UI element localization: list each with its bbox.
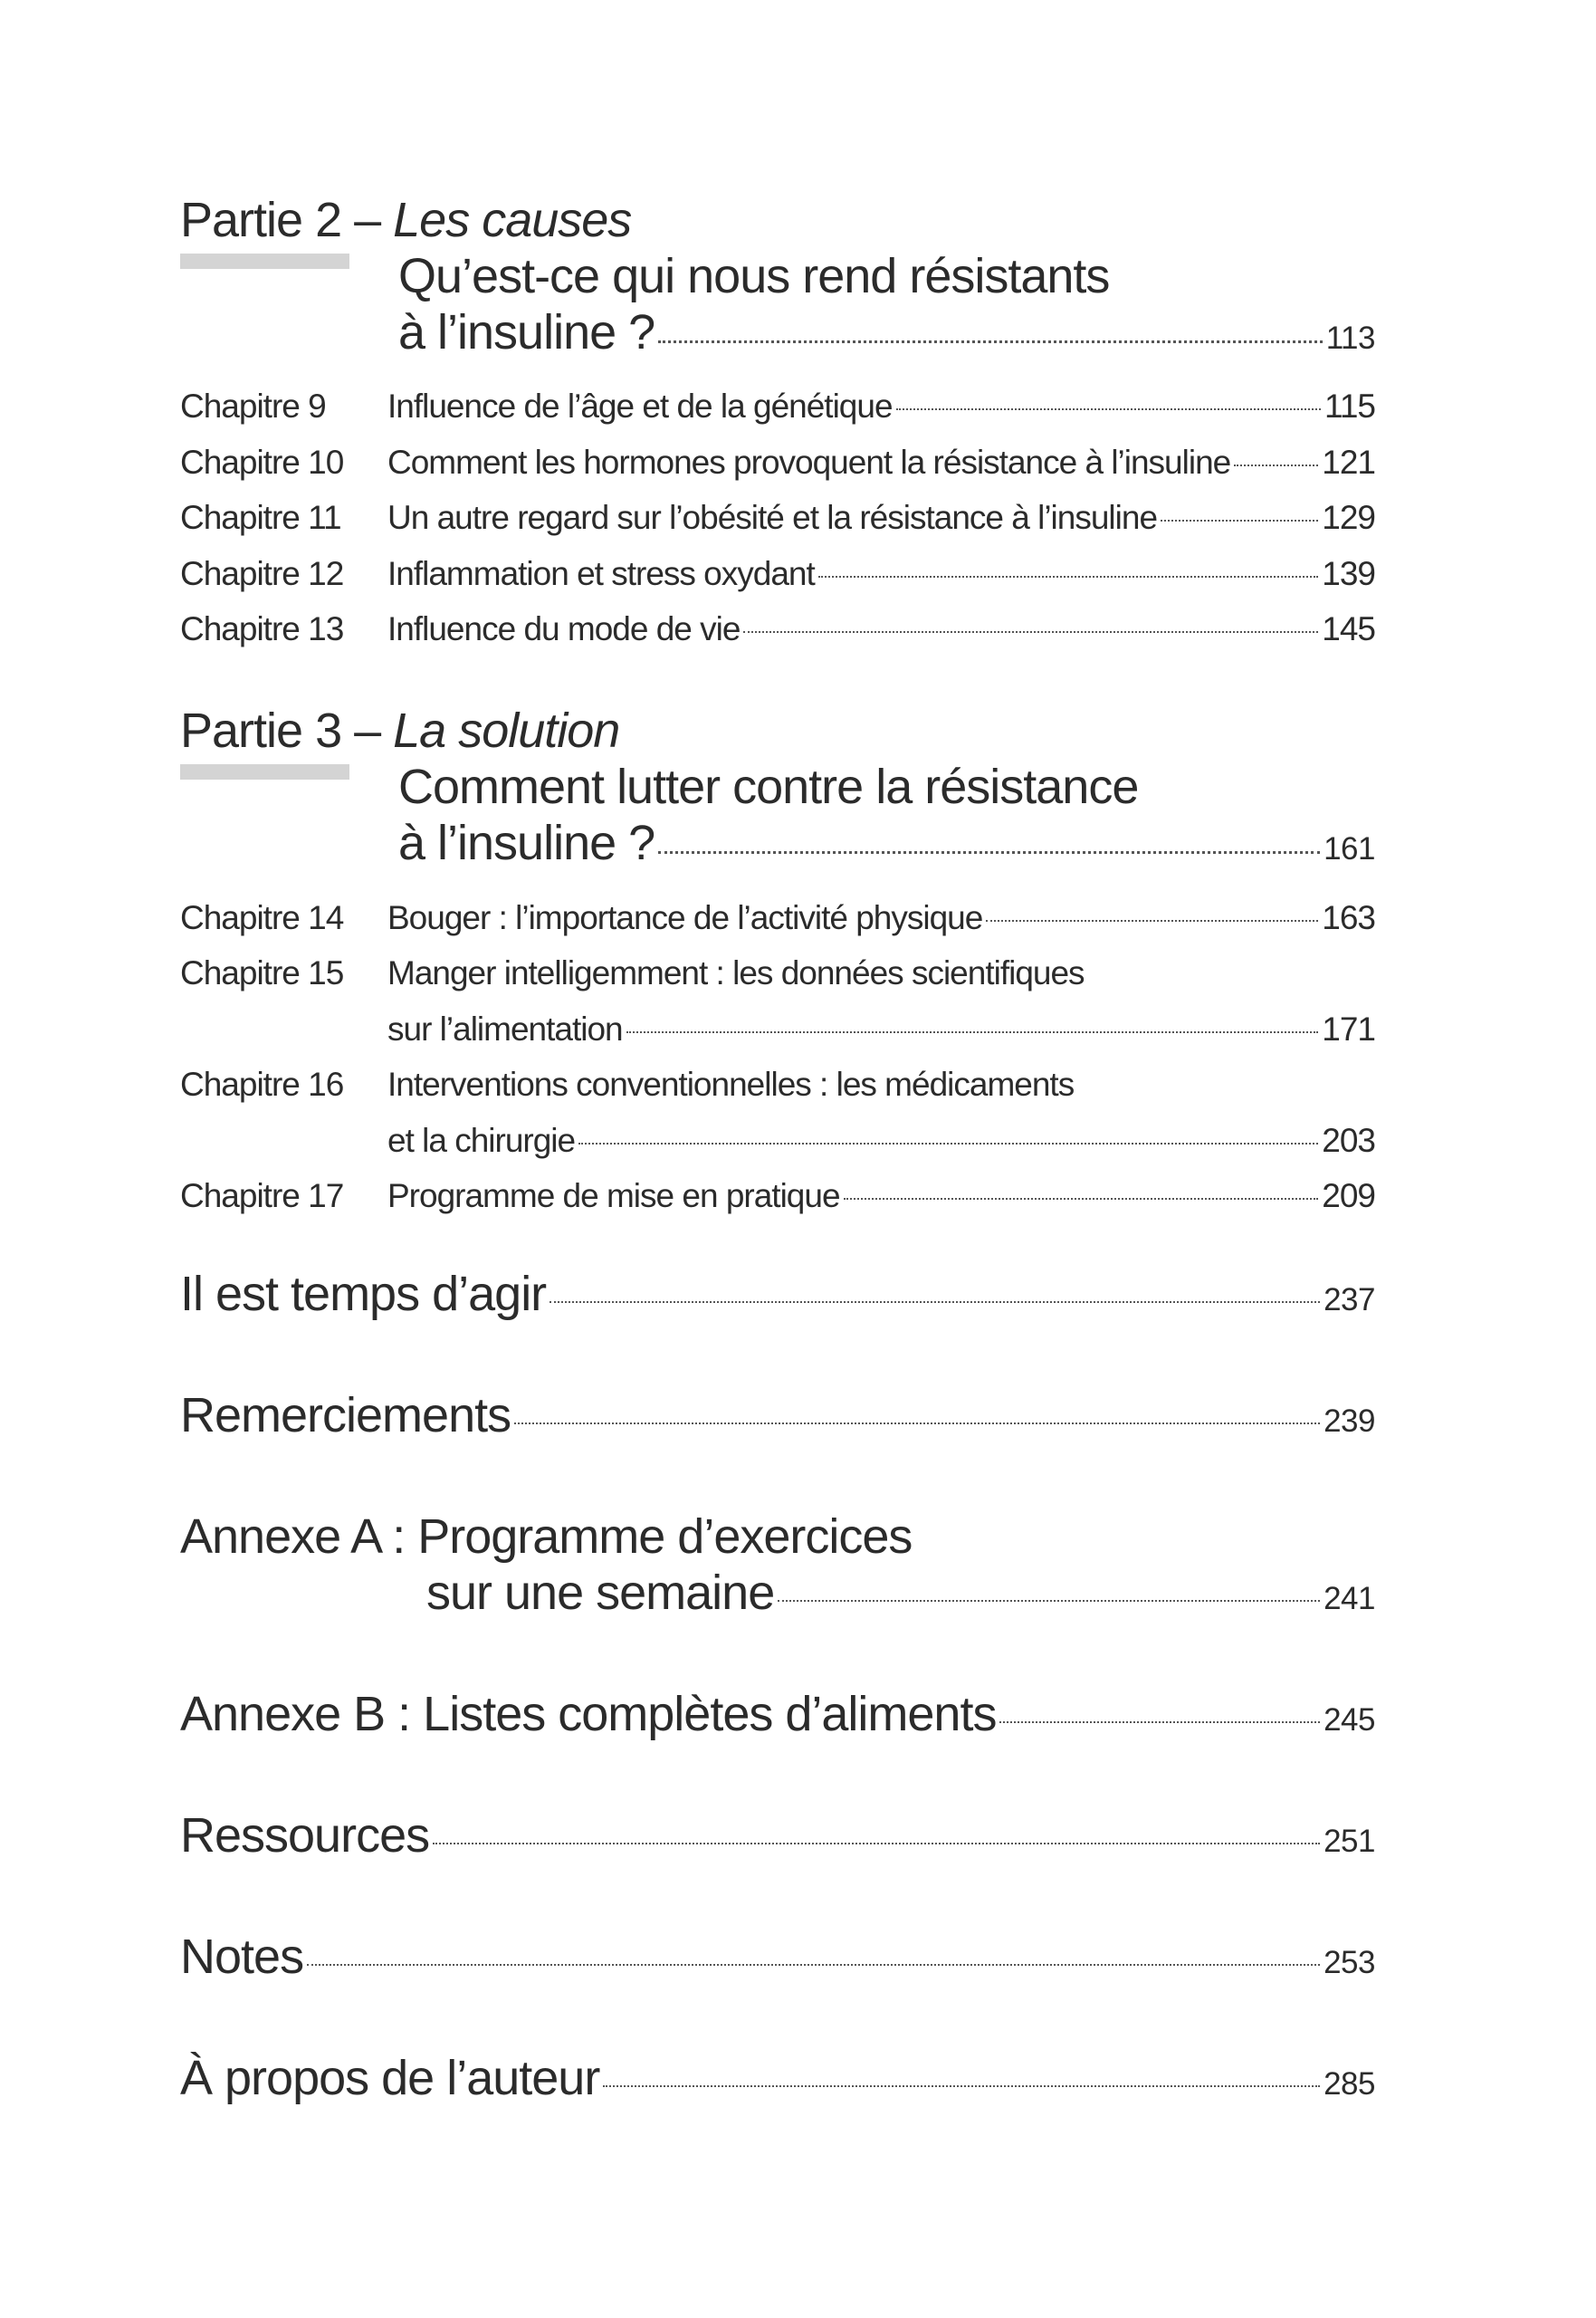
entry-page: 237 bbox=[1324, 1282, 1375, 1317]
toc-entry-chapitre-13[interactable] bbox=[180, 601, 1375, 657]
toc-entry-annexe-a-line2[interactable] bbox=[426, 1565, 1375, 1621]
leader-dots bbox=[603, 2085, 1320, 2087]
part-3-page: 161 bbox=[1324, 831, 1375, 867]
leader-dots bbox=[658, 851, 1320, 854]
toc-entry-a-propos[interactable] bbox=[180, 2050, 1375, 2106]
chapter-label: Chapitre 10 bbox=[180, 444, 344, 481]
part-2-prefix: Partie 2 – bbox=[180, 193, 394, 247]
part-3-title-italic: La solution bbox=[393, 704, 620, 758]
part-3-subtitle-line2: à l’insuline ? bbox=[398, 816, 655, 870]
chapter-label: Chapitre 9 bbox=[180, 388, 326, 425]
entry-page: 253 bbox=[1324, 1945, 1375, 1980]
leader-dots bbox=[550, 1301, 1320, 1303]
chapter-title: Influence de l’âge et de la génétique bbox=[387, 388, 893, 425]
entry-title: Annexe B : Listes complètes d’aliments bbox=[180, 1687, 997, 1741]
leader-dots bbox=[743, 631, 1318, 633]
toc-entry-annexe-a-line1[interactable]: Annexe A : Programme d’exercices bbox=[180, 1509, 913, 1564]
part-3-gray-bar bbox=[180, 764, 349, 780]
leader-dots bbox=[578, 1143, 1318, 1145]
toc-entry-chapitre-12[interactable] bbox=[180, 546, 1375, 602]
chapter-page: 115 bbox=[1324, 388, 1375, 425]
leader-dots bbox=[307, 1964, 1320, 1966]
part-2-subtitle-line2-row[interactable] bbox=[398, 304, 1375, 360]
leader-dots bbox=[844, 1198, 1319, 1200]
chapter-page: 203 bbox=[1322, 1122, 1375, 1159]
toc-entry-chapitre-17[interactable] bbox=[180, 1168, 1375, 1224]
part-3-prefix: Partie 3 – bbox=[180, 704, 394, 758]
entry-title: À propos de l’auteur bbox=[180, 2051, 600, 2105]
leader-dots bbox=[1234, 465, 1318, 466]
chapter-label: Chapitre 16 bbox=[180, 1066, 344, 1103]
chapter-label: Chapitre 13 bbox=[180, 610, 344, 647]
part-2-subtitle-line1: Qu’est-ce qui nous rend résistants bbox=[398, 249, 1110, 303]
chapter-label: Chapitre 14 bbox=[180, 899, 344, 936]
leader-dots bbox=[626, 1031, 1319, 1033]
toc-entry-chapitre-11[interactable] bbox=[180, 490, 1375, 546]
entry-page: 241 bbox=[1324, 1581, 1375, 1616]
toc-entry-remerciements[interactable] bbox=[180, 1387, 1375, 1443]
leader-dots bbox=[658, 340, 1323, 343]
chapter-page: 145 bbox=[1322, 610, 1375, 647]
chapter-label: Chapitre 12 bbox=[180, 555, 344, 592]
chapter-label: Chapitre 15 bbox=[180, 954, 344, 991]
entry-title: sur une semaine bbox=[426, 1566, 775, 1620]
leader-dots bbox=[896, 408, 1321, 410]
part-2-subtitle-line2: à l’insuline ? bbox=[398, 305, 655, 359]
entry-title: Il est temps d’agir bbox=[180, 1267, 547, 1321]
part-2-gray-bar bbox=[180, 254, 349, 269]
entry-page: 285 bbox=[1324, 2066, 1375, 2102]
chapter-title: Inflammation et stress oxydant bbox=[387, 555, 815, 592]
leader-dots bbox=[778, 1600, 1320, 1602]
chapter-title: Bouger : l’importance de l’activité physique bbox=[387, 899, 983, 936]
chapter-page: 139 bbox=[1322, 555, 1375, 592]
toc-entry-chapitre-9[interactable] bbox=[180, 378, 1375, 435]
toc-entry-il-est-temps[interactable] bbox=[180, 1266, 1375, 1322]
part-2-title bbox=[180, 192, 1375, 248]
entry-title: Ressources bbox=[180, 1808, 430, 1863]
chapter-page: 163 bbox=[1322, 899, 1375, 936]
part-2-title-italic: Les causes bbox=[393, 193, 632, 247]
chapter-label: Chapitre 11 bbox=[180, 499, 341, 536]
chapter-page: 171 bbox=[1322, 1011, 1375, 1048]
toc-entry-annexe-b[interactable] bbox=[180, 1686, 1375, 1742]
leader-dots bbox=[999, 1721, 1320, 1723]
chapter-title-line1: Interventions conventionnelles : les médicaments bbox=[387, 1066, 1075, 1103]
chapter-title-line1: Manger intelligemment : les données scientifiques bbox=[387, 954, 1085, 991]
part-2-heading bbox=[180, 192, 1375, 373]
toc-entry-chapitre-16[interactable] bbox=[180, 1057, 1375, 1169]
chapter-label: Chapitre 17 bbox=[180, 1177, 344, 1214]
toc-entry-chapitre-14[interactable] bbox=[180, 890, 1375, 946]
chapter-page: 121 bbox=[1322, 444, 1375, 481]
toc-entry-chapitre-10[interactable] bbox=[180, 435, 1375, 491]
entry-title: Remerciements bbox=[180, 1388, 511, 1442]
leader-dots bbox=[1161, 520, 1318, 522]
chapter-title-line2: sur l’alimentation bbox=[387, 1011, 623, 1048]
leader-dots bbox=[818, 576, 1318, 578]
chapter-page: 129 bbox=[1322, 499, 1375, 536]
entry-page: 251 bbox=[1324, 1824, 1375, 1859]
leader-dots bbox=[514, 1422, 1320, 1424]
chapter-title: Un autre regard sur l’obésité et la résistance à l’insuline bbox=[387, 499, 1158, 536]
toc-entry-notes[interactable] bbox=[180, 1929, 1375, 1985]
part-3-subtitle-line1: Comment lutter contre la résistance bbox=[398, 760, 1139, 814]
chapter-title: Comment les hormones provoquent la résistance à l’insuline bbox=[387, 444, 1231, 481]
toc-entry-ressources[interactable] bbox=[180, 1807, 1375, 1863]
entry-title: Notes bbox=[180, 1930, 304, 1984]
chapter-title: Influence du mode de vie bbox=[387, 610, 741, 647]
part-3-subtitle-line2-row[interactable] bbox=[398, 815, 1375, 871]
part-2-page: 113 bbox=[1325, 321, 1375, 356]
toc-entry-chapitre-15[interactable] bbox=[180, 945, 1375, 1058]
leader-dots bbox=[433, 1843, 1320, 1844]
leader-dots bbox=[986, 920, 1318, 922]
chapter-title-line2: et la chirurgie bbox=[387, 1122, 576, 1159]
entry-page: 239 bbox=[1324, 1403, 1375, 1439]
part-3-heading bbox=[180, 703, 1375, 884]
entry-page: 245 bbox=[1324, 1702, 1375, 1738]
chapter-title: Programme de mise en pratique bbox=[387, 1177, 840, 1214]
part-3-title bbox=[180, 703, 1375, 759]
chapter-page: 209 bbox=[1322, 1177, 1375, 1214]
